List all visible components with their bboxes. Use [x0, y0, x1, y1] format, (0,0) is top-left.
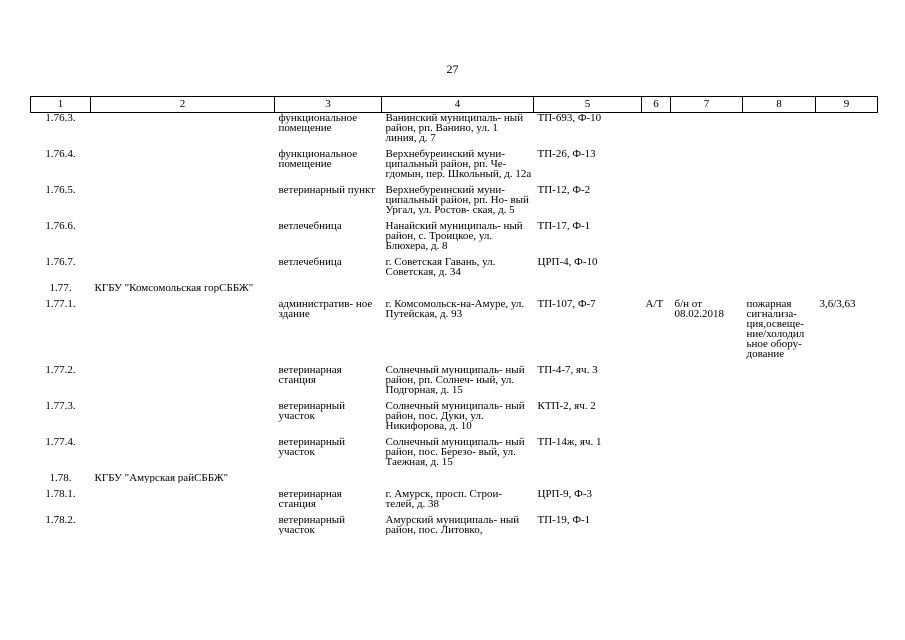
facility-address — [382, 283, 534, 293]
facility-type: ветлечебница — [278, 221, 342, 232]
header-cell: 3 — [275, 97, 382, 113]
substation-feeder: ТП-19, Ф-1 — [537, 515, 591, 526]
substation-feeder: ТП-12, Ф-2 — [537, 185, 591, 196]
substation-feeder — [534, 473, 642, 483]
row-number: 1.78. — [49, 473, 72, 483]
substation-feeder: ТП-693, Ф-10 — [537, 112, 602, 124]
organization-name — [91, 489, 275, 509]
facility-type — [275, 473, 382, 483]
substation-feeder: ЦРП-4, Ф-10 — [537, 257, 598, 268]
cell-col7 — [671, 515, 743, 535]
header-cell: 6 — [642, 97, 671, 113]
header-cell: 8 — [743, 97, 816, 113]
cell-col6: А/Т — [645, 299, 664, 310]
table-body — [31, 113, 878, 542]
header-cell: 7 — [671, 97, 743, 113]
facility-address: Солнечный муниципаль- ный район, пос. Дуки, ул. Никифорова, д. 10 — [385, 401, 525, 431]
organization-name: КГБУ "Амурская райСББЖ" — [94, 473, 229, 483]
cell-col6 — [642, 437, 671, 467]
cell-col6 — [642, 257, 671, 277]
facility-address: Амурский муниципаль- ный район, пос. Литовко, — [385, 515, 520, 535]
header-cell: 1 — [31, 97, 91, 113]
facilities-table — [30, 96, 877, 541]
facility-address: г. Советская Гавань, ул. Советская, д. 34 — [385, 257, 496, 277]
cell-col8 — [743, 221, 816, 251]
cell-col7: б/н от 08.02.2018 — [674, 299, 724, 320]
table-row — [31, 257, 878, 277]
substation-feeder: ТП-17, Ф-1 — [537, 221, 591, 232]
cell-col7 — [671, 401, 743, 431]
facility-type: ветеринарная станция — [278, 489, 342, 509]
page-number: 27 — [446, 62, 459, 76]
row-number: 1.77.2. — [45, 365, 76, 376]
cell-col9 — [816, 365, 878, 395]
row-number: 1.78.1. — [45, 489, 76, 500]
cell-col8 — [743, 515, 816, 535]
organization-name — [91, 299, 275, 359]
substation-feeder: КТП-2, яч. 2 — [537, 401, 596, 412]
row-number: 1.77. — [49, 283, 72, 293]
facility-address: Солнечный муниципаль- ный район, пос. Березо- вый, ул. Таежная, д. 15 — [385, 437, 525, 467]
table-row — [31, 299, 878, 359]
header-cell: 5 — [534, 97, 642, 113]
cell-col7 — [671, 489, 743, 509]
facility-type: ветеринарный участок — [278, 401, 346, 422]
cell-col7 — [671, 473, 743, 483]
facility-type: ветеринарный пункт — [278, 185, 376, 196]
cell-col7 — [671, 185, 743, 215]
facility-type: ветеринарная станция — [278, 365, 342, 386]
cell-col9 — [816, 401, 878, 431]
facility-type: ветеринарный участок — [278, 437, 346, 458]
organization-name — [91, 221, 275, 251]
organization-name — [91, 365, 275, 395]
cell-col9 — [816, 149, 878, 179]
cell-col8 — [743, 185, 816, 215]
table-row — [31, 113, 878, 144]
organization-name: КГБУ "Комсомольская горСББЖ" — [94, 283, 254, 293]
header-cell: 9 — [816, 97, 878, 113]
cell-col6 — [642, 113, 671, 144]
table-row — [31, 401, 878, 431]
row-number: 1.77.3. — [45, 401, 76, 412]
cell-col9 — [816, 113, 878, 144]
table-row — [31, 149, 878, 179]
row-number: 1.76.4. — [45, 149, 76, 160]
substation-feeder: ТП-26, Ф-13 — [537, 149, 596, 160]
cell-col9 — [816, 185, 878, 215]
row-number: 1.77.1. — [45, 299, 76, 310]
facility-address — [382, 473, 534, 483]
row-number: 1.76.5. — [45, 185, 76, 196]
facility-type: функциональное помещение — [278, 112, 358, 134]
substation-feeder: ЦРП-9, Ф-3 — [537, 489, 593, 500]
facility-address: Верхнебуреинский муни- ципальный район, рп. Но- вый Ургал, ул. Ростов- ская, д. 5 — [385, 185, 529, 215]
cell-col7 — [671, 283, 743, 293]
table-row — [31, 221, 878, 251]
cell-col9 — [816, 221, 878, 251]
facility-type: функциональное помещение — [278, 149, 358, 170]
row-number: 1.76.6. — [45, 221, 76, 232]
cell-col6 — [642, 489, 671, 509]
table-row — [31, 473, 878, 483]
cell-col6 — [642, 221, 671, 251]
facility-address: Ванинский муниципаль- ный район, рп. Ванино, ул. 1 линия, д. 7 — [385, 112, 524, 143]
facility-type: административ- ное здание — [278, 299, 373, 320]
cell-col6 — [642, 149, 671, 179]
table-row — [31, 365, 878, 395]
table-row — [31, 515, 878, 535]
facility-address: Нанайский муниципаль- ный район, с. Троицкое, ул. Блюхера, д. 8 — [385, 221, 523, 251]
cell-col6 — [642, 365, 671, 395]
cell-col7 — [671, 149, 743, 179]
row-spacer-cell — [31, 535, 878, 541]
table-row — [31, 437, 878, 467]
cell-col9 — [816, 489, 878, 509]
row-number: 1.76.3. — [45, 112, 76, 124]
cell-col6 — [642, 283, 671, 293]
table-header-row — [31, 97, 878, 113]
organization-name — [91, 437, 275, 467]
substation-feeder — [534, 283, 642, 293]
cell-col9 — [816, 257, 878, 277]
cell-col6 — [642, 185, 671, 215]
table-row — [31, 283, 878, 293]
row-spacer — [31, 535, 878, 541]
header-cell: 2 — [91, 97, 275, 113]
organization-name — [91, 185, 275, 215]
cell-col8 — [743, 473, 816, 483]
cell-col6 — [642, 401, 671, 431]
cell-col6 — [642, 473, 671, 483]
cell-col8 — [743, 437, 816, 467]
facility-type: ветеринарный участок — [278, 515, 346, 535]
cell-col6 — [642, 515, 671, 535]
cell-col7 — [671, 365, 743, 395]
cell-col7 — [671, 257, 743, 277]
cell-col9 — [816, 283, 878, 293]
organization-name — [91, 149, 275, 179]
organization-name — [91, 515, 275, 535]
table-row — [31, 185, 878, 215]
row-number: 1.76.7. — [45, 257, 76, 268]
table-row — [31, 489, 878, 509]
cell-col8 — [743, 149, 816, 179]
cell-col9 — [816, 437, 878, 467]
facility-type: ветлечебница — [278, 257, 342, 268]
cell-col8 — [743, 489, 816, 509]
substation-feeder: ТП-4-7, яч. 3 — [537, 365, 598, 376]
facility-address: г. Амурск, просп. Строи- телей, д. 38 — [385, 489, 503, 509]
cell-col8 — [743, 257, 816, 277]
cell-col9: 3,6/3,63 — [819, 299, 856, 310]
cell-col8 — [743, 113, 816, 144]
cell-col9 — [816, 515, 878, 535]
cell-col9 — [816, 473, 878, 483]
header-cell: 4 — [382, 97, 534, 113]
facility-address: Солнечный муниципаль- ный район, рп. Солнеч- ный, ул. Подгорная, д. 15 — [385, 365, 525, 395]
cell-col8 — [743, 401, 816, 431]
cell-col8 — [743, 365, 816, 395]
cell-col7 — [671, 221, 743, 251]
organization-name — [91, 113, 275, 144]
organization-name — [91, 401, 275, 431]
facility-type — [275, 283, 382, 293]
row-number: 1.78.2. — [45, 515, 76, 526]
substation-feeder: ТП-107, Ф-7 — [537, 299, 596, 310]
cell-col8: пожарная сигнализа- ция,освеще- ние/холодил ьное обору- дование — [746, 299, 805, 359]
facility-address: г. Комсомольск-на-Амуре, ул. Путейская, д. 93 — [385, 299, 525, 320]
facility-address: Верхнебуреинский муни- ципальный район, рп. Че- гдомын, пер. Школьный, д. 12а — [385, 149, 532, 179]
substation-feeder: ТП-14ж, яч. 1 — [537, 437, 602, 448]
cell-col7 — [671, 113, 743, 144]
cell-col7 — [671, 437, 743, 467]
cell-col8 — [743, 283, 816, 293]
row-number: 1.77.4. — [45, 437, 76, 448]
organization-name — [91, 257, 275, 277]
